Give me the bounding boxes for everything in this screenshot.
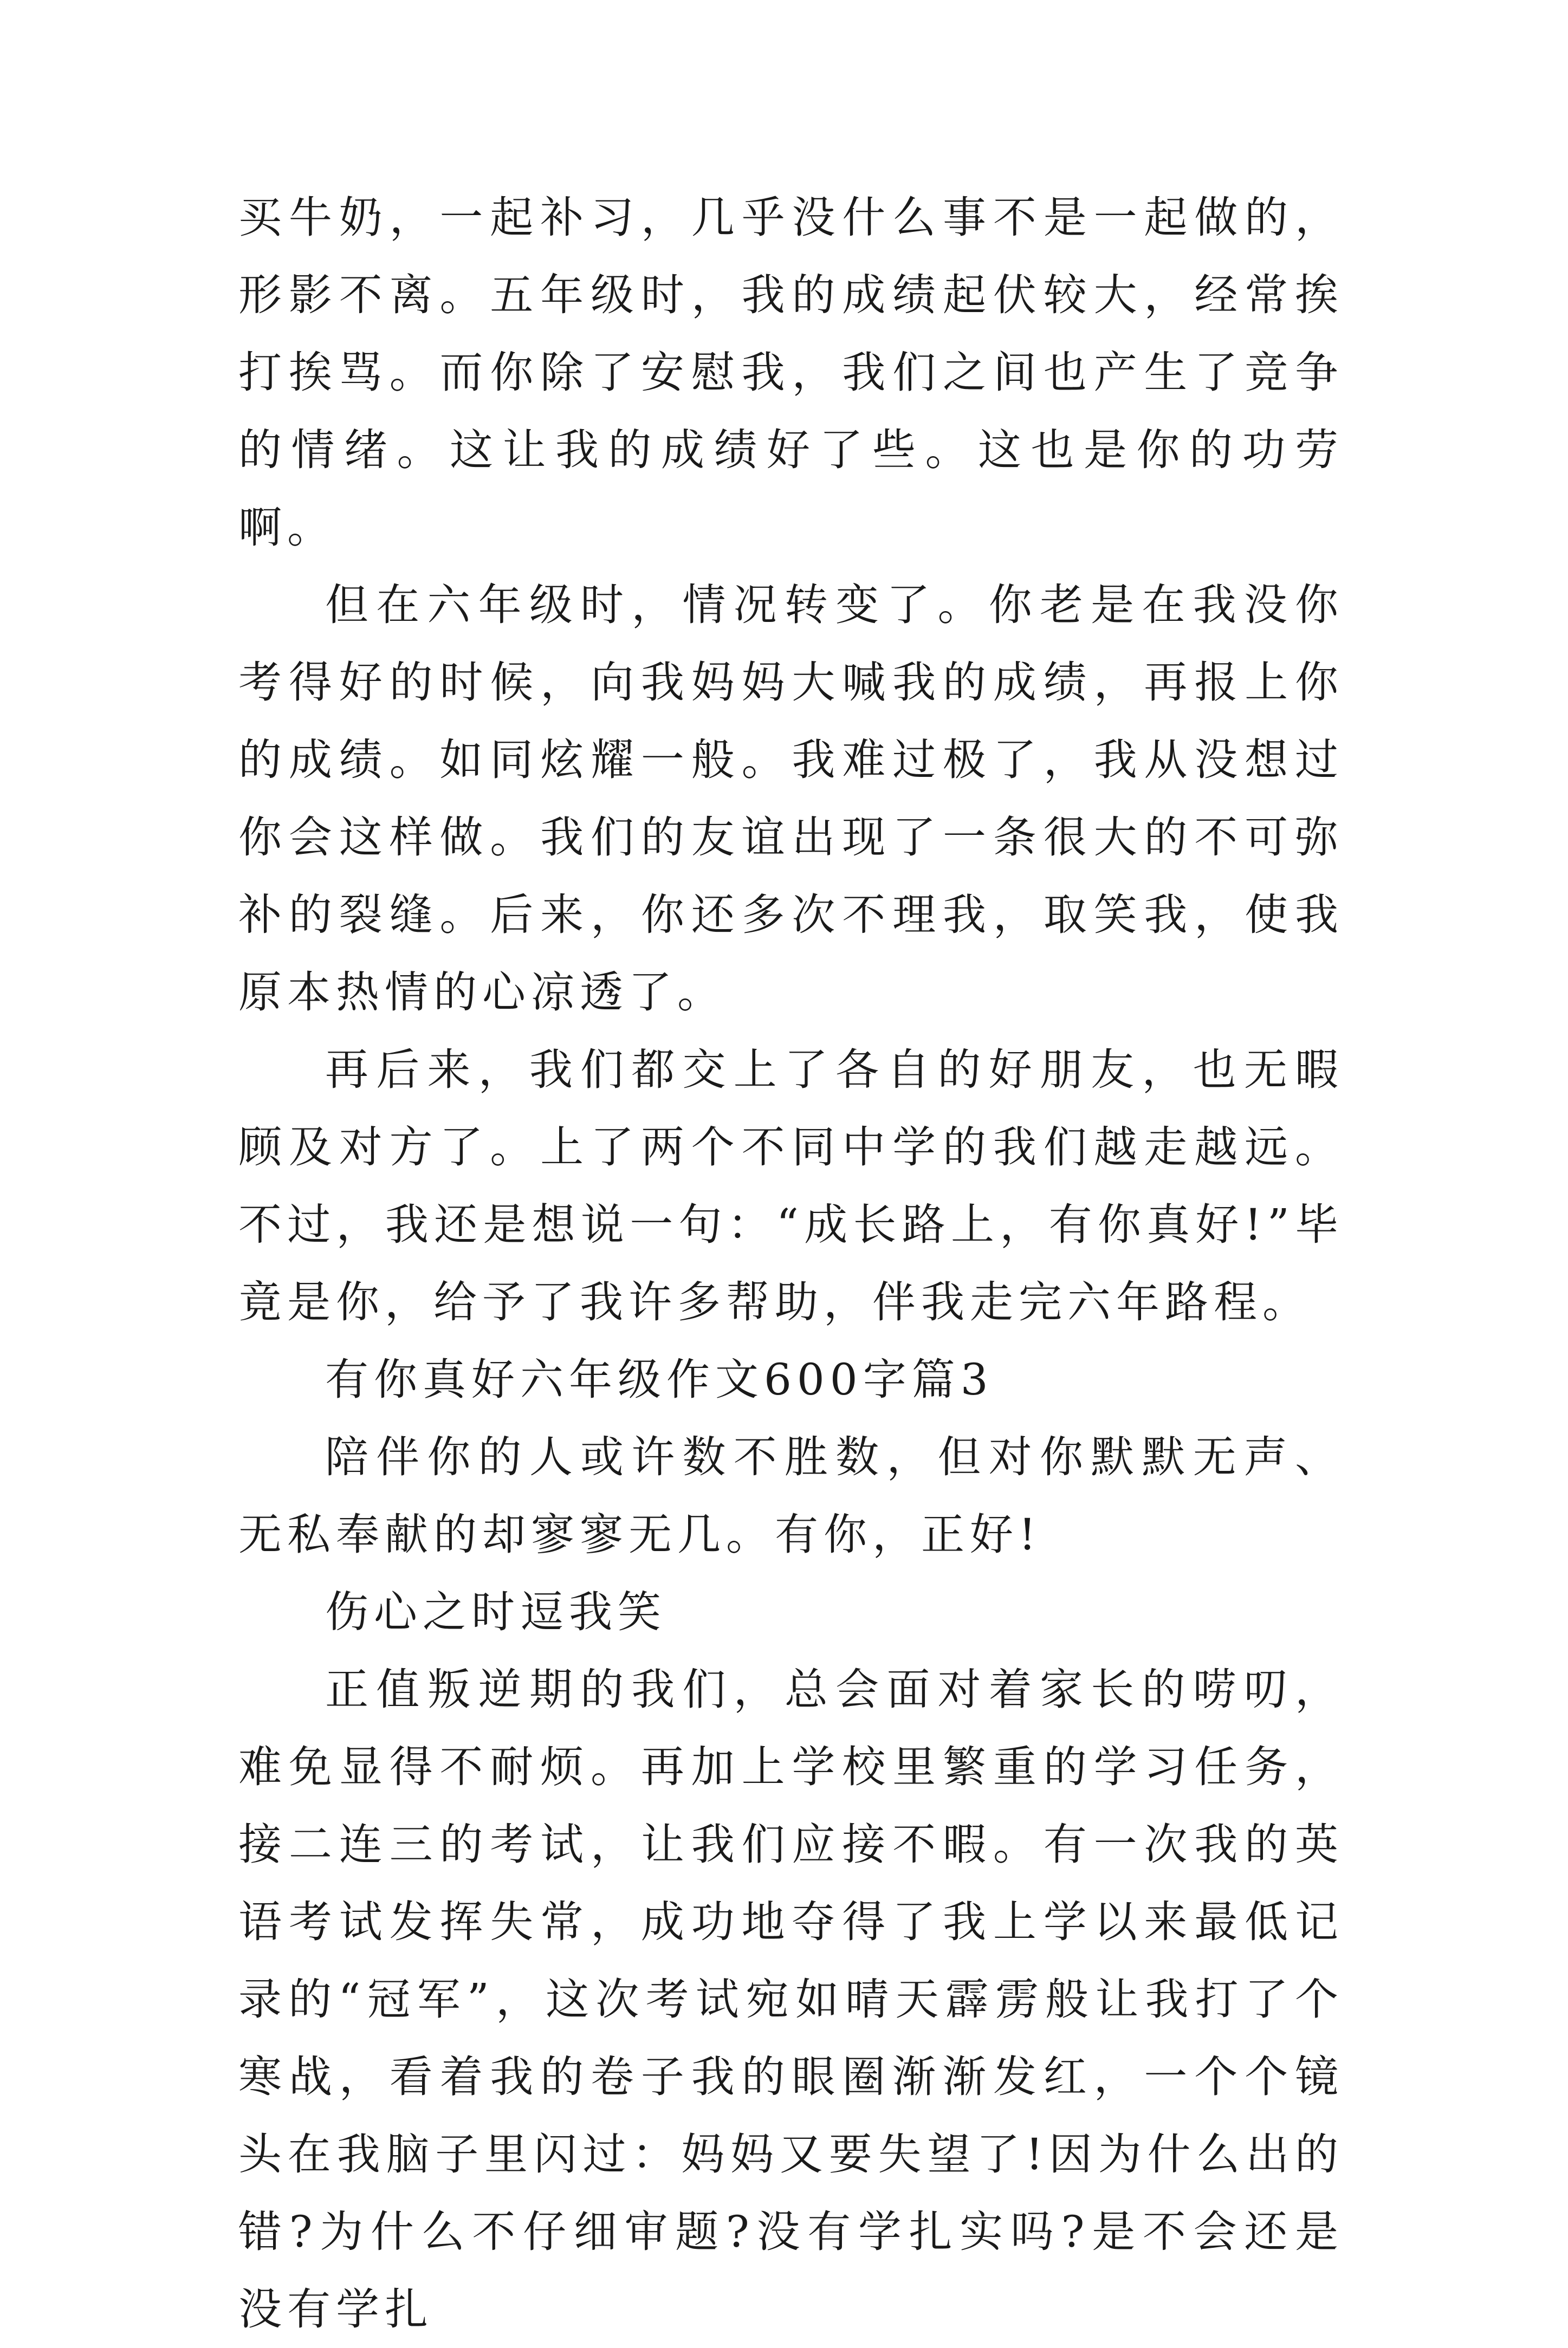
document-body	[238, 179, 1344, 2348]
paragraph: 再后来，我们都交上了各自的好朋友，也无暇顾及对方了。上了两个不同中学的我们越走越远。不过，我还是想说一句：“成长路上，有你真好!”毕竟是你，给予了我许多帮助，伴我走完六年路程。	[238, 1045, 1344, 1327]
paragraph: 但在六年级时，情况转变了。你老是在我没你考得好的时候，向我妈妈大喊我的成绩，再报上你的成绩。如同炫耀一般。我难过极了，我从没想过你会这样做。我们的友谊出现了一条很大的不可弥补的裂缝。后来，你还多次不理我，取笑我，使我原本热情的心凉透了。	[238, 580, 1344, 1017]
subheading: 伤心之时逗我笑	[325, 1587, 666, 1637]
section-heading: 有你真好六年级作文600字篇3	[325, 1354, 994, 1405]
paragraph: 陪伴你的人或许数不胜数，但对你默默无声、无私奉献的却寥寥无几。有你，正好!	[238, 1432, 1344, 1560]
paragraph-continued: 买牛奶，一起补习，几乎没什么事不是一起做的，形影不离。五年级时，我的成绩起伏较大，经常挨打挨骂。而你除了安慰我，我们之间也产生了竞争的情绪。这让我的成绩好了些。这也是你的功劳啊。	[238, 192, 1344, 553]
paragraph: 正值叛逆期的我们，总会面对着家长的唠叨，难免显得不耐烦。再加上学校里繁重的学习任务，接二连三的考试，让我们应接不暇。有一次我的英语考试发挥失常，成功地夺得了我上学以来最低记录的“冠军”，这次考试宛如晴天霹雳般让我打了个寒战，看着我的卷子我的眼圈渐渐发红，一个个镜头在我脑子里闪过：妈妈又要失望了!因为什么出的错?为什么不仔细审题?没有学扎实吗?是不会还是没有学扎	[238, 1664, 1344, 2334]
